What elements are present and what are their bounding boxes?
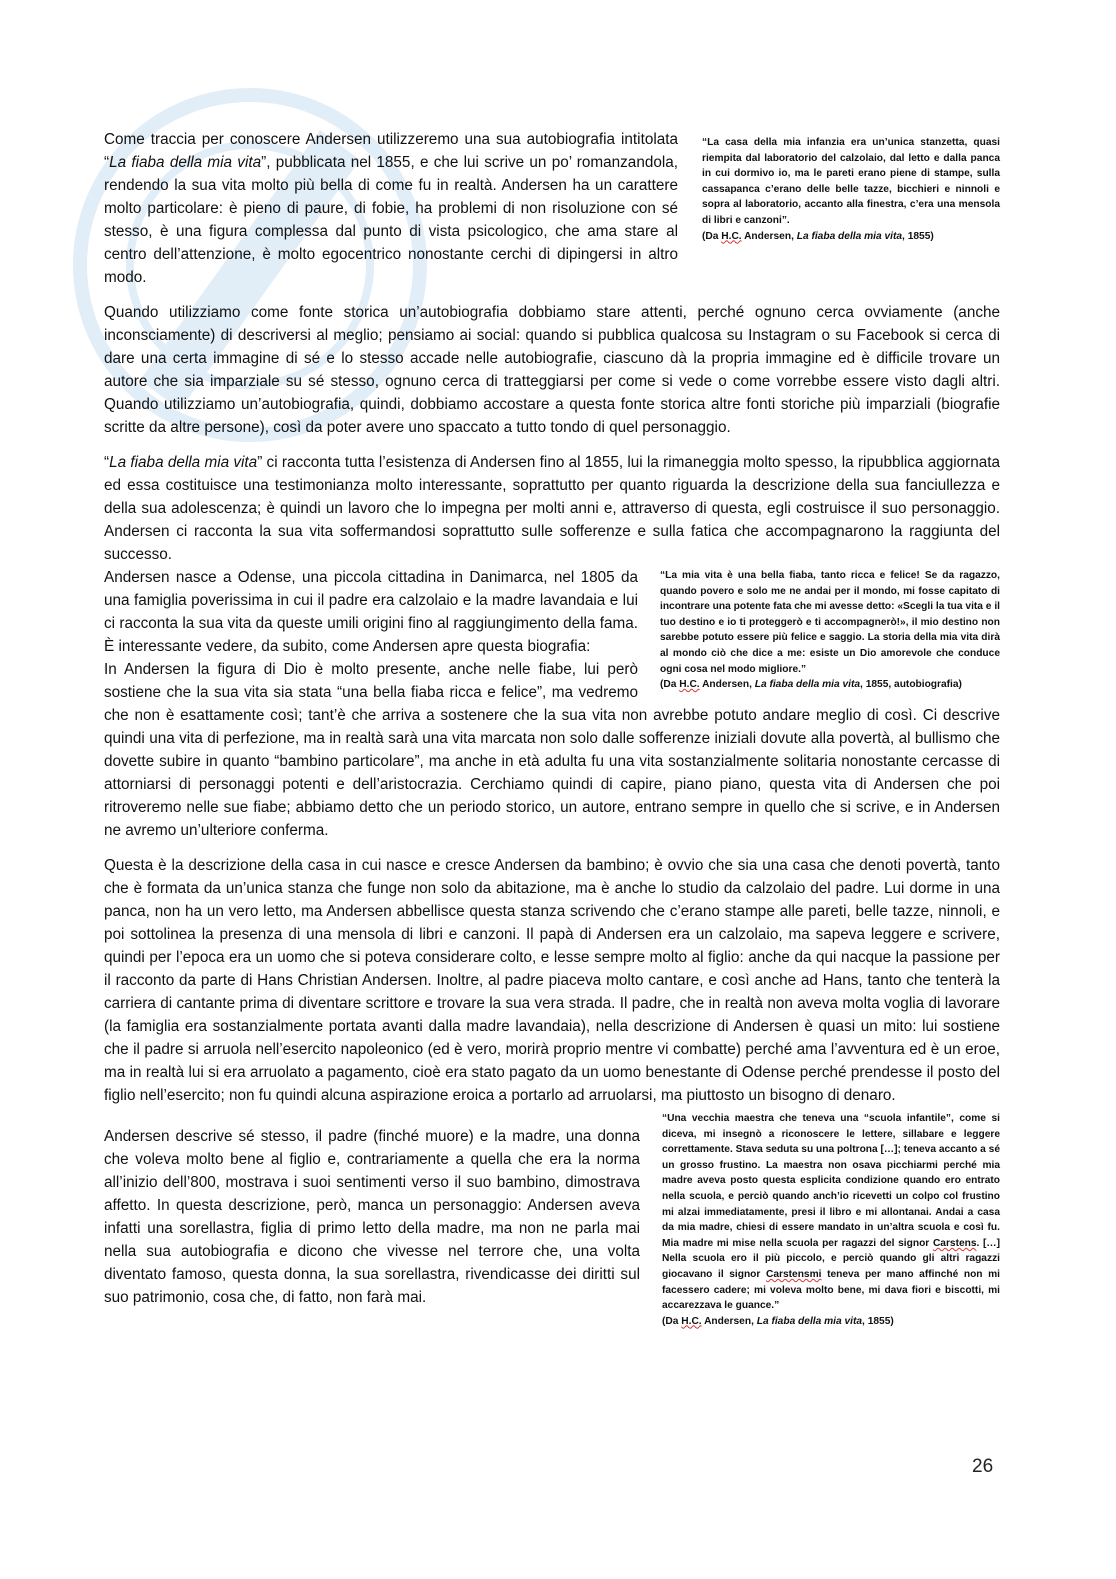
quote-scuola: [662, 1111, 1000, 1329]
paragraph-odense: Andersen nasce a Odense, una piccola cittadina in Danimarca, nel 1805 da una famiglia poverissima in cui il padre era calzolaio e la madre lavandaia e lui ci racconta la sua vita da queste umili origini fino al raggiungimento della fama. È interessante vedere, da subito, come Andersen apre questa biografia:: [104, 569, 638, 655]
quote-source: (Da H.C. Andersen, La fiaba della mia vita, 1855): [702, 230, 934, 242]
paragraph-intro: Come traccia per conoscere Andersen utilizzeremo una sua autobiografia intitolata “La fiaba della mia vita”, pubblicata nel 1855, e che lui scrive un po’ romanzandola, rendendo la sua vita molto più bella di come fu in realtà. Andersen ha un carattere molto particolare: è pieno di paure, di fobie, ha problemi di non risoluzione con sé stesso, è una figura complessa dal punto di vista psicologico, che ama stare al centro dell’attenzione, è molto egocentrico nonostante cerchi di dipingersi in altro modo.: [104, 131, 678, 286]
paragraph-famiglia: Andersen descrive sé stesso, il padre (finché muore) e la madre, una donna che voleva molto bene al figlio e, contrariamente a quella che era la norma all’inizio dell’800, mostrava i suoi sentimenti verso il suo bambino, dimostrava affetto. In questa descrizione, però, manca un personaggio: Andersen aveva infatti una sorellastra, figlia di primo letto della madre, ma non ne parla mai nella sua autobiografia e dicono che vivesse nel terrore che, una volta diventato famoso, questa donna, la sua sorellastra, rivendicasse dei diritti sul suo patrimonio, cosa che, di fatto, non farà mai.: [104, 1128, 640, 1306]
paragraph-fiaba: “La fiaba della mia vita” ci racconta tutta l’esistenza di Andersen fino al 1855, lui la rimaneggia molto spesso, la ripubblica aggiornata ed essa costituisce una testimonianza molto interessante, soprattutto per quanto riguarda la descrizione della sua fanciullezza e della sua adolescenza; è quindi un lavoro che lo impegna per molti anni e, attraverso di questa, egli costruisce il suo personaggio. Andersen ci racconta la sua vita soffermandosi soprattutto sulle sofferenze e sulla fatica che accompagnarono la raggiunta del successo.: [104, 454, 1000, 563]
page-number: 26: [972, 1456, 994, 1477]
paragraph-dio: In Andersen la figura di Dio è molto presente, anche nelle fiabe, lui però sostiene che la sua vita sia stata “una bella fiaba ricca e felice”, ma vedremo che non è esattamente così; tant’è che arriva a sostenere che la sua vita non avrebbe potuto andare meglio di così. Ci descrive quindi una vita di perfezione, ma in realtà sarà una vita marcata non solo dalle sofferenze iniziali dovute alla povertà, al bullismo che dovette subire in quanto “bambino particolare”, ma anche in età adulta fu una vita sostanzialmente solitaria nonostante cercasse di attorniarsi di personaggi potenti e dell’aristocrazia. Cerchiamo quindi di capire, piano piano, questa vita di Andersen che poi ritroveremo nelle sue fiabe; abbiamo detto che un periodo storico, un autore, entrano sempre in quello che si scrive, e in Andersen ne avremo un’ulteriore conferma.: [104, 661, 1000, 839]
paragraph-casa: Questa è la descrizione della casa in cui nasce e cresce Andersen da bambino; è ovvio che sia una casa che denoti povertà, tanto che è formata da un’unica stanza che funge non solo da abitazione, ma è anche lo studio da calzolaio del padre. Lui dorme in una panca, non ha un vero letto, ma Andersen abbellisce questa stanza scrivendo che c’erano stampe alle pareti, belle tazze, ninnoli, e poi sottolinea la presenza di una mensola di libri e canzoni. Il papà di Andersen era un calzolaio, ma sapeva leggere e scrivere, quindi per l’epoca era un uomo che si poteva considerare colto, e lesse sempre molto al figlio: anche da qui nacque la passione per il racconto da parte di Hans Christian Andersen. Inoltre, al padre piaceva molto cantare, e così anche ad Hans, tanto che tenterà la carriera di cantante prima di diventare scrittore e trovare la sua vera strada. Il padre, che in realtà non aveva molta voglia di lavorare (la famiglia era sostanzialmente portata avanti dalla madre lavandaia), nella descrizione di Andersen è quasi un mito: lui sostiene che il padre si arruola nell’esercito napoleonico (ed è vero, morirà proprio mentre vi combatte) perché ama l’avventura ed è un eroe, ma in realtà lui si era arruolato a pagamento, cioè era stato pagato da un uomo benestante di Odense perché prendesse il posto del figlio nell’esercito; non fu quindi alcuna aspirazione eroica a portarlo ad arruolarsi, ma piuttosto un bisogno di denaro.: [104, 857, 1000, 1104]
quote-text: “Una vecchia maestra che teneva una “scuola infantile”, come si diceva, mi insegnò a riconoscere le lettere, sillabare e leggere correttamente. Stava seduta su una poltrona […]; teneva accanto a sé un grosso frustino. La maestra non osava picchiarmi perché mia madre aveva posto questa esplicita condizione quando ero entrato nella scuola, e perciò quando anch’io ricevetti un colpo col frustino mi alzai immediatamente, presi il libro e mi allontanai. Andai a casa da mia madre, chiesi di essere mandato in un’altra scuola e così fu. Mia madre mi mise nella scuola per ragazzi del signor Carstens. […] Nella scuola ero il più piccolo, e perciò quando gli altri ragazzi giocavano il signor Carstensmi teneva per mano affinché non mi facessero cadere; mi voleva molto bene, mi dava fiori e biscotti, mi accarezzava le guance.”: [662, 1113, 1001, 1312]
quote-bella-fiaba: [660, 568, 1000, 693]
quote-source: (Da H.C. Andersen, La fiaba della mia vita, 1855, autobiografia): [660, 679, 962, 691]
quote-text: “La mia vita è una bella fiaba, tanto ricca e felice! Se da ragazzo, quando povero e solo me ne andai per il mondo, mi fosse capitato di incontrare una potente fata che mi avesse detto: «Scegli la tua vita e il tuo destino e io ti proteggerò e ti accompagnerò!», il mio destino non sarebbe potuto essere più felice e saggio. La storia della mia vita dirà al mondo ciò che dice a me: esiste un Dio amorevole che conduce ogni cosa nel modo migliore.”: [660, 570, 1000, 675]
document-body: [104, 128, 1000, 1335]
quote-house-description: [702, 135, 1000, 244]
paragraph-autobiography-source: Quando utilizziamo come fonte storica un’autobiografia dobbiamo stare attenti, perché ognuno cerca ovviamente (anche inconsciamente) di descriversi al meglio; pensiamo ai social: quando si pubblica qualcosa su Instagram o su Facebook si cerca di dare una certa immagine di sé e lo stesso accade nelle autobiografie, ciascuno dà la propria immagine ed è difficile trovare un autore che sia imparziale su sé stesso, ognuno cerca di tratteggiarsi per come si vede o come vorrebbe essere visto dagli altri. Quando utilizziamo un’autobiografia, quindi, dobbiamo accostare a questa fonte storica altre fonti storiche più imparziali (biografie scritte da altre persone), così da poter avere uno spaccato a tutto tondo di quel personaggio.: [104, 304, 1000, 436]
quote-source: (Da H.C. Andersen, La fiaba della mia vita, 1855): [662, 1315, 894, 1327]
quote-text: “La casa della mia infanzia era un’unica stanzetta, quasi riempita dal laboratorio del calzolaio, dal letto e dalla panca in cui dormivo io, ma le pareti erano piene di stampe, sulla cassapanca c’erano delle belle tazze, bicchieri e ninnoli e sopra al laboratorio, accanto alla finestra, c’era una mensola di libri e canzoni”.: [702, 137, 1000, 226]
